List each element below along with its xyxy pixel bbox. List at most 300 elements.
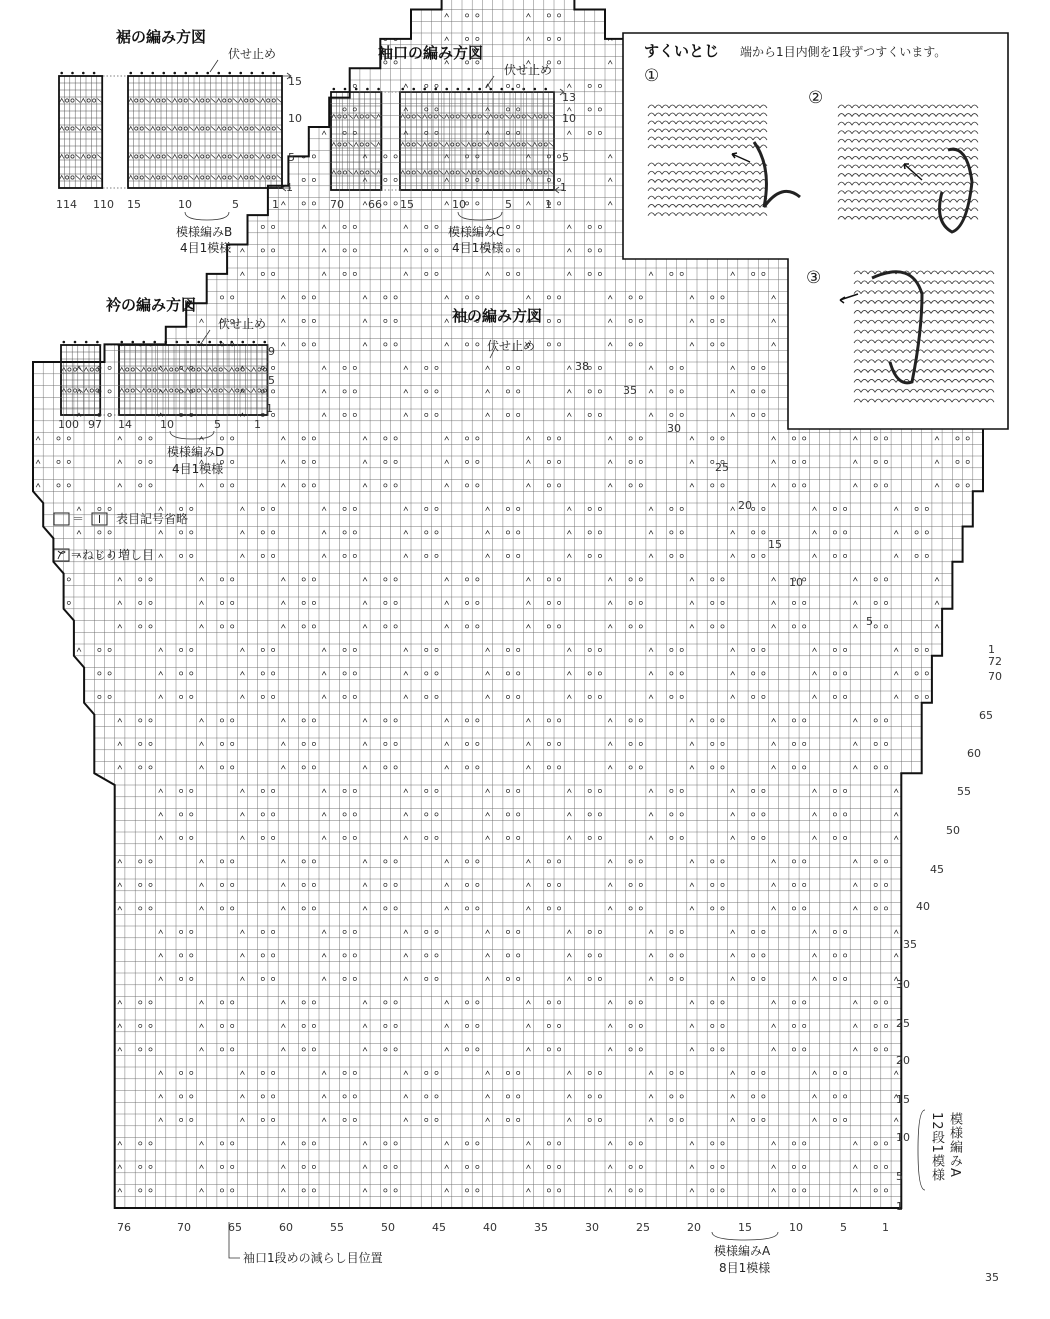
hem-chart-left-grid-lines — [59, 76, 102, 188]
collar-chart-right-yarn-over-symbol — [126, 389, 129, 392]
collar-chart-right-decrease-symbol — [230, 368, 234, 372]
cuff-chart-left-grid-lines — [331, 92, 381, 190]
hem-chart-left-right-decrease-symbol — [76, 155, 80, 159]
hem-chart-left-yarn-over-symbol — [93, 176, 96, 179]
hem-chart-right-yarn-over-symbol — [201, 155, 204, 158]
sleeve-row-30-top: 30 — [667, 422, 681, 435]
hem-chart-right-yarn-over-symbol — [157, 127, 160, 130]
sleeve-col-35: 35 — [534, 1221, 548, 1234]
hem-chart-right-right-decrease-symbol — [189, 176, 193, 180]
cuff-chart-right-bindoff-dot — [467, 88, 470, 91]
sleeve-row-1-top: 1 — [988, 643, 995, 656]
cuff-chart-right-yarn-over-symbol — [495, 171, 498, 174]
hem-chart-right-yarn-over-symbol — [245, 176, 248, 179]
sleeve-row-45: 45 — [930, 863, 944, 876]
cuff-chart-right-yarn-over-symbol — [522, 171, 525, 174]
hem-chart-right-decrease-symbol — [151, 155, 155, 159]
cuff-chart-right-bindoff-dot — [434, 88, 437, 91]
sleeve-row-15-lower: 15 — [896, 1093, 910, 1106]
sleeve-row-5-top: 5 — [866, 615, 873, 628]
hem-chart-right-bindoff-dot — [228, 72, 231, 75]
hem-chart-left-yarn-over-symbol — [93, 99, 96, 102]
hem-chart-right-decrease-symbol — [217, 155, 221, 159]
collar-chart-right-right-decrease-symbol — [136, 368, 140, 372]
cuff-chart-left-yarn-over-symbol — [343, 143, 346, 146]
hem-chart-right-yarn-over-symbol — [267, 176, 270, 179]
hem-chart-right-yarn-over-symbol — [135, 176, 138, 179]
hem-chart-right-grid-lines — [128, 76, 282, 188]
collar-chart-right-right-decrease-symbol — [136, 389, 140, 393]
cuff-row-1: 1 — [560, 181, 567, 194]
hem-chart-right-bindoff-dot — [239, 72, 242, 75]
collar-chart-right-yarn-over-symbol — [263, 389, 266, 392]
cuff-chart-right-bindoff-dot — [500, 88, 503, 91]
hem-gap-dashes — [103, 76, 128, 188]
collar-chart-right-yarn-over-symbol — [197, 368, 200, 371]
hem-chart-left — [59, 72, 102, 188]
sleeve-pattern-repeat: 8目1模様 — [719, 1261, 771, 1275]
cuff-chart-right-yarn-over-symbol — [451, 143, 454, 146]
collar-chart-right-bindoff-dot — [241, 341, 244, 344]
legend-twist-symbol — [54, 549, 69, 561]
collar-chart-right-yarn-over-symbol — [170, 368, 173, 371]
hem-chart-left-bindoff-dot — [82, 72, 85, 75]
sleeve-row-1-lower: 1 — [896, 1200, 903, 1213]
cuff-chart-left-yarn-over-symbol — [366, 143, 369, 146]
collar-chart-right-decrease-symbol — [120, 389, 124, 393]
collar-chart-left-bindoff-dot — [96, 341, 99, 344]
collar-chart-right-bindoff-dot — [208, 341, 211, 344]
hem-chart-right-yarn-over-symbol — [206, 127, 209, 130]
collar-chart-right-right-decrease-symbol — [246, 368, 250, 372]
hem-col-10: 10 — [178, 198, 192, 211]
collar-chart-right-yarn-over-symbol — [175, 368, 178, 371]
sleeve-side-brace — [918, 1110, 925, 1190]
hem-chart-right-bindoff-dot — [272, 72, 275, 75]
cuff-chart-right-decrease-symbol — [533, 143, 537, 147]
collar-chart-right-bindoff-dot — [131, 341, 134, 344]
cuff-chart-right-right-decrease-symbol — [439, 143, 443, 147]
cuff-chart-right-bindoff-dot — [412, 88, 415, 91]
hem-chart-right-yarn-over-symbol — [206, 155, 209, 158]
hem-chart-right-yarn-over-symbol — [157, 155, 160, 158]
hem-chart-left-decrease-symbol — [60, 155, 64, 159]
hem-row-15: 15 — [288, 75, 302, 88]
collar-chart-right-yarn-over-symbol — [170, 389, 173, 392]
hem-chart-right-right-decrease-symbol — [167, 127, 171, 131]
sleeve-col-65: 65 — [228, 1221, 242, 1234]
hem-chart-left-yarn-over-symbol — [93, 127, 96, 130]
hem-chart-right-yarn-over-symbol — [140, 99, 143, 102]
collar-gap-dashes — [100, 345, 119, 415]
cuff-chart-right-yarn-over-symbol — [495, 143, 498, 146]
cuff-col-15: 15 — [400, 198, 414, 211]
cuff-chart-right-bindoff-dot — [401, 88, 404, 91]
sleeve-col-15: 15 — [738, 1221, 752, 1234]
hem-chart-right-yarn-over-symbol — [179, 99, 182, 102]
sleeve-col-25: 25 — [636, 1221, 650, 1234]
hem-chart-left-decrease-symbol — [81, 176, 85, 180]
hem-chart-right-right-decrease-symbol — [277, 127, 281, 131]
collar-chart-right-grid-lines — [119, 345, 268, 415]
hem-chart-right-decrease-symbol — [239, 155, 243, 159]
collar-chart-right-yarn-over-symbol — [197, 389, 200, 392]
collar-chart-right-right-decrease-symbol — [246, 389, 250, 393]
sleeve-row-20-lower: 20 — [896, 1054, 910, 1067]
sleeve-col-45: 45 — [432, 1221, 446, 1234]
hem-chart-right-bindoff-dot — [195, 72, 198, 75]
collar-chart-right-yarn-over-symbol — [131, 389, 134, 392]
cuff-chart-right-bindoff-dot — [456, 88, 459, 91]
cuff-chart-right-yarn-over-symbol — [412, 143, 415, 146]
collar-chart-right-yarn-over-symbol — [148, 368, 151, 371]
sleeve-row-10-lower: 10 — [896, 1131, 910, 1144]
cuff-chart-right-yarn-over-symbol — [407, 143, 410, 146]
hem-pattern-name: 模様編みB — [176, 225, 233, 239]
hem-chart-right-decrease-symbol — [261, 176, 265, 180]
cuff-chart-right-bindoff-dot — [478, 88, 481, 91]
hem-chart-right-right-decrease-symbol — [233, 176, 237, 180]
hem-chart-right-yarn-over-symbol — [140, 155, 143, 158]
hem-pattern-repeat: 4目1模様 — [180, 241, 232, 255]
hem-chart-right-decrease-symbol — [129, 155, 133, 159]
cuff-chart-right-grid-lines — [400, 92, 554, 190]
hem-chart-right-yarn-over-symbol — [157, 99, 160, 102]
page-number: 35 — [985, 1271, 999, 1284]
hem-chart-left-decrease-symbol — [60, 176, 64, 180]
hem-chart-right-yarn-over-symbol — [267, 127, 270, 130]
hem-chart-right-decrease-symbol — [195, 176, 199, 180]
sleeve-col-55: 55 — [330, 1221, 344, 1234]
hem-chart-right-right-decrease-symbol — [255, 127, 259, 131]
hem-chart-left-yarn-over-symbol — [87, 99, 90, 102]
hem-chart-right-yarn-over-symbol — [162, 176, 165, 179]
collar-chart-right-yarn-over-symbol — [219, 368, 222, 371]
hem-chart-left-yarn-over-symbol — [71, 99, 74, 102]
cuff-row-10: 10 — [562, 112, 576, 125]
cuff-chart-right-decrease-symbol — [467, 143, 471, 147]
cuff-chart-right-right-decrease-symbol — [461, 143, 465, 147]
hem-chart-right-right-decrease-symbol — [255, 155, 259, 159]
hem-chart-left-yarn-over-symbol — [71, 176, 74, 179]
hem-chart-right-right-decrease-symbol — [233, 127, 237, 131]
collar-chart-right-right-decrease-symbol — [224, 368, 228, 372]
mattress-stitch-inset — [622, 32, 1010, 430]
hem-chart-right-yarn-over-symbol — [272, 127, 275, 130]
collar-chart-right-decrease-symbol — [252, 389, 256, 393]
collar-chart-right-right-decrease-symbol — [202, 368, 206, 372]
hem-chart-right-decrease-symbol — [173, 127, 177, 131]
hem-chart-right-bindoff-dot — [206, 72, 209, 75]
hem-chart-right-yarn-over-symbol — [162, 99, 165, 102]
hem-chart-right-yarn-over-symbol — [140, 176, 143, 179]
hem-chart-right-yarn-over-symbol — [228, 155, 231, 158]
hem-chart-right-right-decrease-symbol — [145, 155, 149, 159]
hem-chart-right-yarn-over-symbol — [228, 127, 231, 130]
hem-chart-right-right-decrease-symbol — [145, 127, 149, 131]
hem-chart-right — [128, 72, 282, 188]
collar-row-9: 9 — [268, 345, 275, 358]
cuff-chart-left-decrease-symbol — [354, 143, 358, 147]
hem-chart-left-right-decrease-symbol — [97, 99, 101, 103]
hem-chart-right-yarn-over-symbol — [272, 176, 275, 179]
hem-chart-right-right-decrease-symbol — [211, 176, 215, 180]
hem-chart-right-bindoff-dot — [261, 72, 264, 75]
hem-chart-right-decrease-symbol — [217, 99, 221, 103]
collar-chart-left-bindoff-dot — [85, 341, 88, 344]
cuff-chart-left-bindoff-dot — [366, 88, 369, 91]
cuff-bind-off-label: 伏せ止め — [504, 63, 553, 77]
hem-col-110: 110 — [93, 198, 114, 211]
hem-chart-right-decrease-symbol — [195, 127, 199, 131]
hem-chart-right-yarn-over-symbol — [162, 155, 165, 158]
collar-chart-right-yarn-over-symbol — [131, 368, 134, 371]
cuff-col-1: 1 — [545, 198, 552, 211]
hem-chart-right-decrease-symbol — [239, 99, 243, 103]
hem-chart-right-decrease-symbol — [261, 127, 265, 131]
sleeve-row-10-top: 10 — [789, 576, 803, 589]
cuff-chart-right-yarn-over-symbol — [456, 143, 459, 146]
hem-chart-right-right-decrease-symbol — [211, 99, 215, 103]
cuff-chart-right-right-decrease-symbol — [505, 143, 509, 147]
hem-chart-right-yarn-over-symbol — [179, 155, 182, 158]
sleeve-pattern-name: 模様編みA — [714, 1244, 771, 1258]
collar-chart-right-yarn-over-symbol — [214, 389, 217, 392]
cuff-chart-right-bindoff-dot — [522, 88, 525, 91]
sleeve-row-25-top: 25 — [715, 461, 729, 474]
sleeve-decrease-note: 袖口1段めの減らし目位置 — [243, 1251, 383, 1265]
cuff-chart-right-decrease-symbol — [445, 143, 449, 147]
inset-title: すくいとじ — [644, 42, 720, 60]
hem-chart-right-yarn-over-symbol — [135, 99, 138, 102]
collar-chart-right-yarn-over-symbol — [219, 389, 222, 392]
hem-chart-right-right-decrease-symbol — [167, 176, 171, 180]
hem-chart-right-right-decrease-symbol — [189, 155, 193, 159]
cuff-chart-right-decrease-symbol — [401, 143, 405, 147]
hem-chart-left-yarn-over-symbol — [71, 127, 74, 130]
sleeve-col-76: 76 — [117, 1221, 131, 1234]
hem-chart-left-yarn-over-symbol — [66, 176, 69, 179]
hem-chart-right-yarn-over-symbol — [135, 127, 138, 130]
hem-chart-right-decrease-symbol — [239, 176, 243, 180]
hem-chart-left-bindoff-dot — [93, 72, 96, 75]
hem-row-5: 5 — [288, 151, 295, 164]
collar-chart-right-right-decrease-symbol — [224, 389, 228, 393]
sleeve-row-70: 70 — [988, 670, 1002, 683]
hem-chart-right-right-decrease-symbol — [255, 99, 259, 103]
cuff-row-13: 13 — [562, 91, 576, 104]
hem-chart-left-decrease-symbol — [81, 127, 85, 131]
sleeve-row-30-lower: 30 — [896, 978, 910, 991]
collar-chart-right-bindoff-dot — [252, 341, 255, 344]
collar-row-5: 5 — [268, 374, 275, 387]
hem-col-15: 15 — [127, 198, 141, 211]
hem-chart-right-yarn-over-symbol — [245, 155, 248, 158]
collar-chart-right-yarn-over-symbol — [148, 389, 151, 392]
cuff-col-10: 10 — [452, 198, 466, 211]
hem-chart-right-yarn-over-symbol — [184, 99, 187, 102]
cuff-col-5: 5 — [505, 198, 512, 211]
collar-chart-left-yarn-over-symbol — [68, 368, 71, 371]
cuff-chart-right-yarn-over-symbol — [473, 171, 476, 174]
cuff-chart-right-yarn-over-symbol — [478, 143, 481, 146]
cuff-chart-right-right-decrease-symbol — [527, 143, 531, 147]
hem-chart-right-right-decrease-symbol — [189, 99, 193, 103]
hem-chart-right-decrease-symbol — [151, 99, 155, 103]
cuff-chart-right-yarn-over-symbol — [434, 171, 437, 174]
cuff-chart-right-yarn-over-symbol — [544, 171, 547, 174]
hem-chart-right-yarn-over-symbol — [250, 99, 253, 102]
sleeve-row-15-top: 15 — [768, 538, 782, 551]
hem-chart-right-decrease-symbol — [173, 99, 177, 103]
collar-chart-right-decrease-symbol — [208, 368, 212, 372]
cuff-chart-right-yarn-over-symbol — [517, 171, 520, 174]
sleeve-row-25-lower: 25 — [896, 1017, 910, 1030]
hem-chart-right-yarn-over-symbol — [228, 176, 231, 179]
collar-chart-left-yarn-over-symbol — [90, 368, 93, 371]
hem-col-1: 1 — [272, 198, 279, 211]
collar-chart-right-decrease-symbol — [120, 368, 124, 372]
sleeve-col-1: 1 — [882, 1221, 889, 1234]
collar-chart-right-yarn-over-symbol — [126, 368, 129, 371]
collar-col-14: 14 — [118, 418, 132, 431]
hem-chart-right-yarn-over-symbol — [201, 176, 204, 179]
hem-chart-right-right-decrease-symbol — [211, 155, 215, 159]
hem-chart-left-bindoff-dot — [60, 72, 63, 75]
hem-chart-right-bindoff-dot — [173, 72, 176, 75]
hem-chart-right-yarn-over-symbol — [206, 176, 209, 179]
hem-chart-right-right-decrease-symbol — [145, 99, 149, 103]
hem-chart-right-yarn-over-symbol — [206, 99, 209, 102]
collar-chart-right-yarn-over-symbol — [258, 368, 261, 371]
hem-chart-right-decrease-symbol — [129, 127, 133, 131]
hem-chart-right-yarn-over-symbol — [179, 127, 182, 130]
sleeve-col-60: 60 — [279, 1221, 293, 1234]
collar-chart-left-decrease-symbol — [84, 368, 88, 372]
cuff-chart-right-yarn-over-symbol — [478, 171, 481, 174]
hem-chart-right-decrease-symbol — [195, 99, 199, 103]
hem-chart-right-right-decrease-symbol — [255, 176, 259, 180]
hem-chart-left-right-decrease-symbol — [76, 99, 80, 103]
hem-chart-right-right-decrease-symbol — [145, 176, 149, 180]
cuff-chart-right-yarn-over-symbol — [451, 171, 454, 174]
collar-chart-right-decrease-symbol — [230, 389, 234, 393]
hem-chart-right-yarn-over-symbol — [245, 127, 248, 130]
hem-chart-left-bindoff-dot — [71, 72, 74, 75]
cuff-chart-right-yarn-over-symbol — [539, 143, 542, 146]
collar-chart-left-decrease-symbol — [84, 389, 88, 393]
collar-chart-right-bindoff-dot — [263, 341, 266, 344]
cuff-chart-left-bindoff-dot — [377, 88, 380, 91]
collar-chart-right-right-decrease-symbol — [202, 389, 206, 393]
hem-chart-left-yarn-over-symbol — [71, 155, 74, 158]
collar-brace — [170, 431, 214, 439]
hem-chart-left-yarn-over-symbol — [87, 155, 90, 158]
cuff-chart-right-decrease-symbol — [489, 143, 493, 147]
hem-chart-right-yarn-over-symbol — [223, 127, 226, 130]
collar-chart-right — [119, 341, 268, 415]
hem-chart-right-yarn-over-symbol — [179, 176, 182, 179]
sleeve-row-35-top: 35 — [623, 384, 637, 397]
hem-chart-left-decrease-symbol — [60, 99, 64, 103]
hem-chart-right-decrease-symbol — [151, 127, 155, 131]
hem-chart-right-decrease-symbol — [239, 127, 243, 131]
sleeve-row-55: 55 — [957, 785, 971, 798]
cuff-chart-right-bindoff-dot — [445, 88, 448, 91]
hem-bindoff-pointer — [210, 60, 218, 72]
hem-chart-right-right-decrease-symbol — [277, 99, 281, 103]
cuff-chart-right-yarn-over-symbol — [544, 143, 547, 146]
hem-chart-right-yarn-over-symbol — [140, 127, 143, 130]
hem-chart-right-yarn-over-symbol — [272, 155, 275, 158]
sleeve-bind-off-label: 伏せ止め — [487, 339, 536, 353]
hem-brace — [185, 212, 229, 220]
cuff-chart-title: 袖口の編み方図 — [378, 44, 484, 62]
hem-row-1: 1 — [286, 181, 293, 194]
collar-col-97: 97 — [88, 418, 102, 431]
cuff-chart-left-yarn-over-symbol — [343, 171, 346, 174]
collar-bindoff-pointer — [202, 330, 210, 342]
hem-chart-right-yarn-over-symbol — [184, 127, 187, 130]
hem-chart-right-bindoff-dot — [184, 72, 187, 75]
collar-chart-right-decrease-symbol — [208, 389, 212, 393]
hem-chart-left-right-decrease-symbol — [97, 176, 101, 180]
hem-chart-right-yarn-over-symbol — [157, 176, 160, 179]
legend-knit-desc: 表目記号省略 — [116, 512, 189, 526]
hem-chart-right-decrease-symbol — [129, 176, 133, 180]
hem-chart-right-yarn-over-symbol — [250, 155, 253, 158]
hem-chart-right-right-decrease-symbol — [167, 99, 171, 103]
collar-chart-right-yarn-over-symbol — [175, 389, 178, 392]
hem-chart-title: 裾の編み方図 — [116, 28, 207, 46]
hem-chart-right-right-decrease-symbol — [233, 155, 237, 159]
collar-chart-left-yarn-over-symbol — [96, 389, 99, 392]
hem-chart-right-bindoff-dot — [151, 72, 154, 75]
cuff-chart-right-yarn-over-symbol — [517, 143, 520, 146]
collar-col-10: 10 — [160, 418, 174, 431]
hem-chart-right-decrease-symbol — [261, 99, 265, 103]
cuff-pattern-repeat: 4目1模様 — [452, 241, 504, 255]
collar-chart-left-bindoff-dot — [63, 341, 66, 344]
cuff-col-70: 70 — [330, 198, 344, 211]
hem-chart-right-right-decrease-symbol — [277, 176, 281, 180]
cuff-chart-left-yarn-over-symbol — [360, 143, 363, 146]
hem-chart-right-yarn-over-symbol — [201, 127, 204, 130]
hem-chart-left-yarn-over-symbol — [66, 99, 69, 102]
hem-chart-right-yarn-over-symbol — [267, 99, 270, 102]
hem-chart-right-yarn-over-symbol — [272, 99, 275, 102]
sleeve-col-10: 10 — [789, 1221, 803, 1234]
cuff-chart-left-yarn-over-symbol — [360, 171, 363, 174]
cuff-chart-right-yarn-over-symbol — [456, 171, 459, 174]
hem-bind-off-label: 伏せ止め — [228, 47, 277, 61]
collar-chart-right-bindoff-dot — [120, 341, 123, 344]
legend-twist-glyph — [58, 551, 65, 559]
collar-col-5: 5 — [214, 418, 221, 431]
collar-chart-right-bindoff-dot — [142, 341, 145, 344]
sleeve-col-5: 5 — [840, 1221, 847, 1234]
collar-chart-right-yarn-over-symbol — [258, 389, 261, 392]
collar-chart-right-bindoff-dot — [186, 341, 189, 344]
hem-chart-right-right-decrease-symbol — [189, 127, 193, 131]
hem-chart-right-yarn-over-symbol — [184, 155, 187, 158]
collar-row-1: 1 — [266, 402, 273, 415]
hem-chart-right-decrease-symbol — [261, 155, 265, 159]
inset-step-2: ② — [808, 88, 824, 108]
hem-chart-right-decrease-symbol — [173, 176, 177, 180]
hem-chart-right-yarn-over-symbol — [201, 99, 204, 102]
cuff-chart-left-right-decrease-symbol — [348, 143, 352, 147]
